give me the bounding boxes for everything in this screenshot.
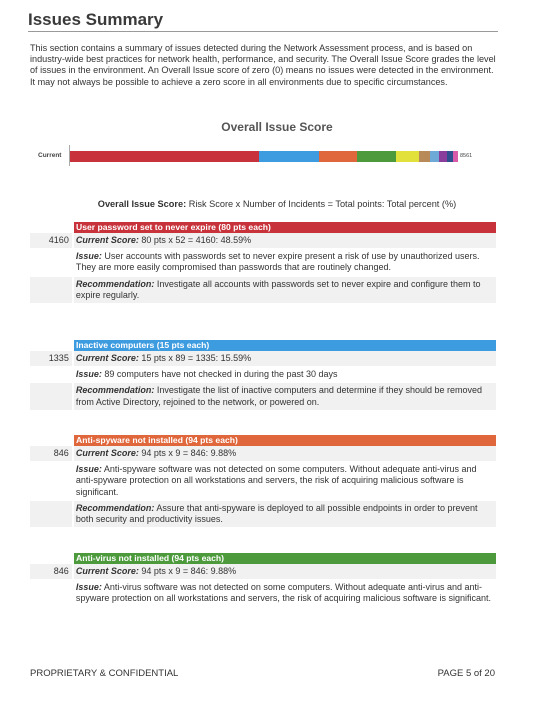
issue-text: 89 computers have not checked in during the past 30 days — [101, 369, 338, 380]
recommendation-text: Assure that anti-spyware is deployed to all possible endpoints in order to prevent both security and productivity issues. — [75, 502, 478, 525]
issue-score: 1335 — [30, 351, 72, 366]
issue-header: Anti-virus not installed (94 pts each) — [74, 553, 496, 564]
issue-block — [30, 435, 496, 527]
footer-confidential: PROPRIETARY & CONFIDENTIAL — [30, 668, 179, 679]
bar-segment — [70, 151, 259, 162]
current-score-row — [30, 351, 496, 366]
issue-text: User accounts with passwords set to never expire present a risk of use by unauthorized users. They are more easily compromised than passwords that are routinely changed. — [75, 251, 480, 273]
issue-text: Anti-spyware software was not detected on some computers. Without adequate anti-virus and anti-spyware protection on all workstations and servers, the risk of acquiring malicious software is significant. — [75, 464, 477, 497]
current-score-label: Current Score: — [75, 353, 139, 363]
current-score-text: 94 pts x 9 = 846: 9.88% — [138, 566, 237, 576]
current-score-row — [30, 446, 496, 461]
bar-segment — [453, 151, 458, 162]
formula-text: Risk Score x Number of Incidents = Total points: Total percent (%) — [186, 199, 457, 209]
current-score-label: Current Score: — [75, 448, 139, 458]
bar-segment — [357, 151, 395, 162]
page-number: PAGE 5 of 20 — [437, 668, 495, 679]
recommendation-label: Recommendation: — [75, 502, 155, 513]
issue-header: User password set to never expire (80 pts each) — [74, 222, 496, 233]
bar-segment — [439, 151, 447, 162]
issue-score: 846 — [30, 446, 72, 461]
issue-score: 846 — [30, 564, 72, 579]
issue-description-row — [30, 248, 496, 275]
current-score-row — [30, 233, 496, 248]
recommendation-text: Investigate all accounts with passwords set to never expire and configure them to expire regularly. — [75, 278, 481, 300]
issue-score: 4160 — [30, 233, 72, 248]
chart-title: Overall Issue Score — [221, 120, 333, 134]
issue-description-row — [30, 579, 496, 606]
recommendation-label: Recommendation: — [75, 385, 155, 396]
current-score-text: 15 pts x 89 = 1335: 15.59% — [138, 353, 252, 363]
page-title: Issues Summary — [28, 10, 164, 29]
issue-label: Issue: — [75, 582, 102, 593]
issue-description-row — [30, 461, 496, 500]
issue-description-row — [30, 366, 496, 382]
bar-segment — [396, 151, 420, 162]
stacked-score-bar — [70, 151, 458, 162]
current-score-text: 80 pts x 52 = 4160: 48.59% — [138, 235, 252, 245]
intro-paragraph: This section contains a summary of issues detected during the Network Assessment process, and is based on industry-wide best practices for network health, performance, and security. The Overall Issue Score grades the level of issues in the environment. An Overall Issue score of zero (0) means no issues were detected in the environment. It may not always be possible to achieve a zero score in all environments due to specific circumstances. — [30, 43, 496, 87]
issue-header: Inactive computers (15 pts each) — [74, 340, 496, 351]
title-divider — [28, 31, 498, 32]
chart-category-label: Current — [38, 152, 62, 159]
current-score-label: Current Score: — [75, 566, 139, 576]
recommendation-label: Recommendation: — [75, 278, 155, 289]
recommendation-row — [30, 382, 496, 409]
issue-label: Issue: — [75, 464, 102, 475]
formula-label: Overall Issue Score: — [97, 199, 187, 209]
score-formula — [0, 199, 554, 209]
issue-label: Issue: — [75, 369, 102, 380]
issue-header: Anti-spyware not installed (94 pts each) — [74, 435, 496, 446]
current-score-label: Current Score: — [75, 235, 139, 245]
bar-segment — [430, 151, 440, 162]
bar-segment — [259, 151, 320, 162]
issue-block — [30, 340, 496, 410]
issue-text: Anti-virus software was not detected on some computers. Without adequate anti-virus and anti-spyware protection on all workstations and servers, the risk of acquiring malicious software is significant. — [75, 582, 492, 604]
issue-block — [30, 222, 496, 303]
bar-segment — [319, 151, 357, 162]
recommendation-text: Investigate the list of inactive computers and determine if they should be removed from Active Directory, rejoined to the network, or powered on. — [75, 385, 483, 407]
current-score-text: 94 pts x 9 = 846: 9.88% — [138, 448, 237, 458]
issue-label: Issue: — [75, 251, 102, 262]
recommendation-row — [30, 276, 496, 303]
chart-total-label: 8561 — [460, 153, 473, 159]
current-score-row — [30, 564, 496, 579]
bar-segment — [419, 151, 429, 162]
recommendation-row — [30, 500, 496, 527]
issue-block — [30, 553, 496, 607]
